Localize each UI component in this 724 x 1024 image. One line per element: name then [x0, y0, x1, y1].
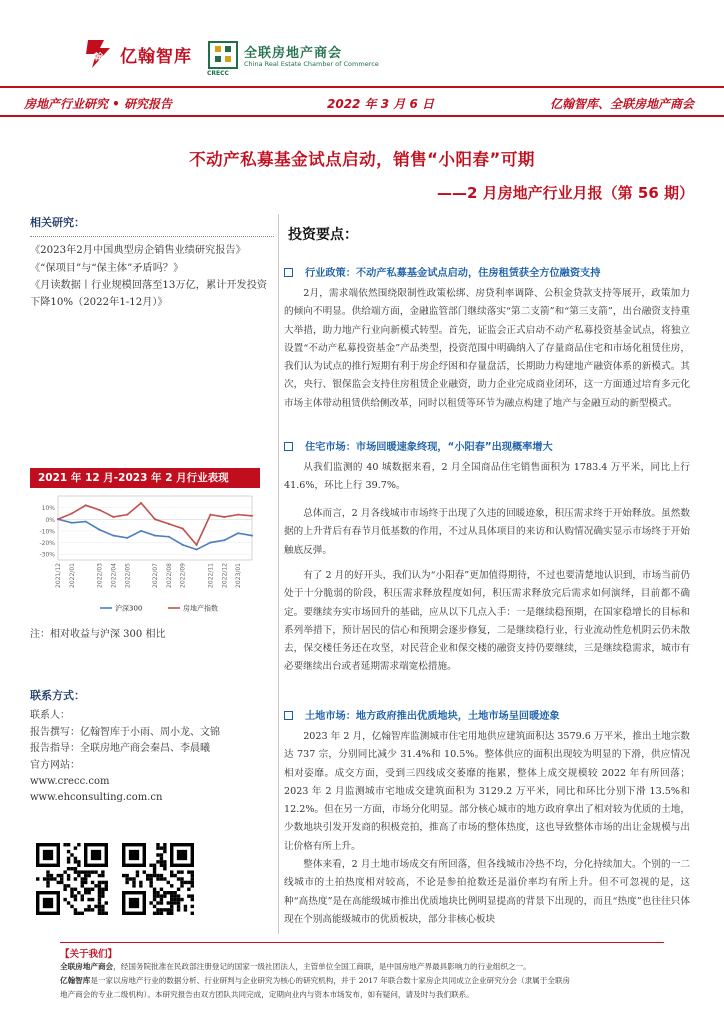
header-rule-top	[0, 86, 724, 88]
related-label: 相关研究：	[30, 216, 85, 229]
x-tick-label: 2022/09	[179, 563, 187, 588]
website-link-ehconsulting[interactable]: www.ehconsulting.com.cn	[30, 792, 163, 804]
paragraph: 有了 2 月的好开头，我们认为“小阳春”更加值得期待，不过也要清楚地认识到，市场当前仍处于十分脆弱的阶段，积压需求释放程度如何，积压需求释放完后需求如何演绎，目前都不确定。要继续夯实市场回升的基础，应从以下几点入手：一是继续稳预期，在国家稳增长的目标和系列举措下，预计居民的信心和预期会逐步修复，二是继续稳行业，行业流动性危机阴云仍未散去，保交楼任务还在攻坚，对民营企业和保交楼的融资支持仍要继续，三是继续稳需求，城市有必要继续出台或者延期需求端宽松措施。	[284, 570, 690, 673]
data-point	[196, 549, 198, 551]
series-line-1	[58, 503, 252, 545]
ehan-text: 是一家以房地产行业的数据分析、行业研判与企业研究为核心的研究机构，并于 2017 年联合数十家房企共同成立企业研究分会（隶属于全联房	[90, 976, 571, 985]
column-divider	[278, 214, 279, 934]
about-title: 【关于我们】	[60, 949, 118, 960]
y-tick-label: -20%	[39, 540, 55, 548]
report-date: 2022 年 3 月 6 日	[327, 97, 434, 111]
x-tick-label: 2022/03	[96, 563, 104, 588]
report-publishers: 亿翰智库、全联房地产商会	[549, 97, 694, 111]
related-item[interactable]: 《月读数据丨行业规模回落至13万亿，累计开发投资下降10%（2022年1-12月）》	[30, 280, 268, 308]
header-rule-bottom	[0, 115, 724, 117]
contact-guidance: 报告指导：全联房地产商会秦昌、李晨曦	[30, 743, 210, 755]
performance-note: 注：相对收益与沪深 300 相比	[30, 629, 166, 640]
divider	[30, 236, 274, 237]
data-point	[209, 514, 211, 516]
bullet-text: 土地市场：地方政府推出优质地块，土地市场呈回暖迹象	[305, 711, 560, 722]
crecc-label: 全联房地产商会	[60, 962, 114, 971]
paragraph: 整体来看，2 月土地市场成交有所回落，但各线城市冷热不均，分化持续加大。个别的一二线城市的土拍热度相对较高，不论是参拍抢数还是溢价率均有所上升。但不可忽视的是，这种“高热度”是在高能级城市推出优质地块比例明显提高的背景下出现的，而且“热度”也往往只体现在个别高能级城市的优质板块，部分非核心板块	[284, 859, 690, 925]
data-point	[57, 518, 59, 520]
x-tick-label: 2022/05	[124, 563, 132, 588]
data-point	[154, 518, 156, 520]
data-point	[85, 521, 87, 523]
x-tick-label: 2022/08	[165, 563, 173, 588]
data-point	[140, 502, 142, 504]
bullet-land	[284, 707, 560, 722]
contact-label: 联系方式：	[30, 689, 85, 702]
contact-authors: 报告撰写：亿翰智库于小雨、周小龙、文锦	[30, 726, 220, 738]
data-point	[209, 542, 211, 544]
about-us	[60, 942, 664, 1014]
performance-chart	[30, 490, 260, 616]
related-item[interactable]: 《“保项目”与“保主体”矛盾吗？》	[30, 262, 184, 274]
data-point	[71, 512, 73, 514]
checkbox-icon	[284, 442, 293, 451]
report-subtitle: ——2 月房地产行业月报（第 56 期）	[437, 184, 694, 202]
data-point	[182, 544, 184, 546]
ehan-label: 亿翰智库	[60, 976, 91, 985]
paragraph: 2月，需求端依然围绕限制性政策松绑、房贷利率调降、公积金贷款支持等展开，政策加力的倾向不明显。供给端方面，金融监管部门继续落实“第二支箭”和“第三支箭”，出台融资支持重大举措，助力地产行业向新模式转型。首先，证监会正式启动不动产私募投资基金试点，将独立设置“不动产私募投资基金”产品类型，投资范围中明确纳入了存量商品住宅和市场化租赁住房，我们认为试点的推行短期有利于房企纾困和存量盘活，长期助力构建地产融资体系的新模式。其次，央行、银保监会支持住房租赁企业融资，助力企业完成商业闭环，这一方面通过培育多元化市场主体带动租赁供给侧改革，同时以租赁等环节为融点构建了地产与金融互动的新型模式。	[284, 288, 690, 409]
performance-header: 2021 年 12 月-2023 年 2 月行业表现	[30, 468, 260, 488]
about-line3: 地产商会的专业二级机构）。本研究报告由双方团队共同完成，定期向业内与资本市场发布，如有疑问，请及时与我们联系。	[60, 990, 474, 999]
paragraph: 2023 年 2 月，亿翰智库监测城市住宅用地供应建筑面积达 3579.6 万平米，推出土地宗数达 737 宗，分别同比减少 31.4%和 10.5%。整体供应的面积出现较为明显的下滑，供应情况相对姿靡。成交方面，受到三四线成交萎靡的拖累，整体上成交规模较 2022 年有所回落；2023 年 2 月监测城市宅地成交建筑面积为 3129.2 万平米，同比和环比分别下滑 13.5%和 12.2%。但在另一方面，市场分化明显。部分核心城市的地方政府拿出了相对较为优质的土地，少数地块引发开发商的积极竞拍，推高了市场的整体热度，这也导致整体市场的出让金规模与出让价格有所上升。	[284, 731, 690, 852]
website-label: 官方网站：	[30, 759, 80, 771]
related-item[interactable]: 《2023年2月中国典型房企销售业绩研究报告》	[30, 245, 246, 256]
data-point	[85, 504, 87, 506]
data-point	[154, 535, 156, 537]
bullet-housing	[284, 438, 553, 453]
ehan-logo-icon	[82, 36, 116, 70]
about-ehan	[60, 974, 664, 988]
data-point	[126, 537, 128, 539]
paragraph: 总体而言，2 月各线城市市场终于出现了久违的回暖迹象，积压需求终于开始释放。虽然数据的上升背后有春节月低基数的作用，不过从具体项目的来访和认购情况确实显示市场终于开始触底反弹。	[284, 508, 690, 556]
contact-person: 联系人：	[30, 710, 70, 722]
x-tick-label: 2022/07	[152, 563, 159, 588]
report-type: 房地产行业研究 • 研究报告	[24, 97, 173, 111]
x-tick-label: 2022/12	[221, 563, 229, 588]
invest-title: 投资要点：	[288, 227, 358, 243]
data-point	[223, 539, 225, 541]
about-crecc	[60, 960, 664, 974]
data-point	[126, 514, 128, 516]
website-link-crecc[interactable]: www.crecc.com	[30, 776, 110, 788]
checkbox-icon	[284, 268, 293, 277]
x-tick-label: 2023/01	[235, 563, 243, 588]
x-tick-label: 2022/11	[207, 563, 215, 588]
data-point	[140, 530, 142, 532]
data-point	[168, 536, 170, 538]
y-tick-label: -10%	[39, 528, 55, 536]
data-point	[99, 509, 101, 511]
y-tick-label: 0%	[45, 516, 55, 524]
bullet-text: 住宅市场：市场回暖速象终现，“小阳春”出现概率增大	[305, 442, 553, 453]
series-line-0	[58, 519, 252, 549]
related-list	[30, 243, 274, 311]
bullet-policy	[284, 264, 600, 279]
data-point	[237, 532, 239, 534]
crecc-name-cn: 全联房地产商会	[244, 46, 343, 61]
data-point	[237, 514, 239, 516]
data-point	[71, 522, 73, 524]
crecc-abbr: CRECC	[207, 70, 229, 77]
crecc-name-en: China Real Estate Chamber of Commerce	[244, 60, 379, 68]
investment-highlights	[282, 214, 692, 244]
data-point	[182, 528, 184, 530]
report-title: 不动产私募基金试点启动，销售“小阳春”可期	[189, 150, 535, 169]
y-tick-label: 10%	[41, 505, 55, 513]
qr-code-icon	[36, 843, 108, 915]
data-point	[112, 516, 114, 518]
data-point	[99, 529, 101, 531]
x-tick-label: 2022/04	[110, 563, 118, 588]
crecc-text: ，经国务院批准在民政部注册登记的国家一级社团法人，主管单位全国工商联，是中国房地产界最具影响力的行业组织之一。	[113, 962, 531, 971]
related-research	[30, 214, 274, 312]
y-tick-label: -30%	[39, 551, 55, 559]
qr-codes	[30, 843, 270, 919]
header-logos	[0, 0, 724, 88]
contact-section	[30, 688, 270, 807]
ehan-logo-text: 亿翰智库	[120, 47, 192, 67]
crecc-logo-icon	[207, 40, 239, 70]
x-tick-label: 2022/01	[68, 563, 76, 588]
data-point	[168, 523, 170, 525]
svg-text:翰: 翰	[94, 53, 104, 63]
legend-label: 沪深300	[115, 604, 143, 613]
paragraph: 从我们监测的 40 城数据来看，2 月全国商品住宅销售面积为 1783.4 万平米，同比上行 41.6%，环比上行 39.7%。	[284, 462, 690, 492]
data-point	[112, 535, 114, 537]
legend-label: 房地产指数	[183, 604, 218, 613]
data-point	[251, 535, 253, 537]
x-tick-label: 2021/12	[55, 563, 62, 588]
report-header-line	[0, 90, 724, 114]
qr-code-icon	[122, 843, 194, 915]
data-point	[196, 544, 198, 546]
checkbox-icon	[284, 711, 293, 720]
data-point	[251, 515, 253, 517]
bullet-text: 行业政策：不动产私募基金试点启动，住房租赁获全方位融资支持	[305, 268, 601, 279]
performance-box	[30, 468, 260, 616]
data-point	[223, 516, 225, 518]
